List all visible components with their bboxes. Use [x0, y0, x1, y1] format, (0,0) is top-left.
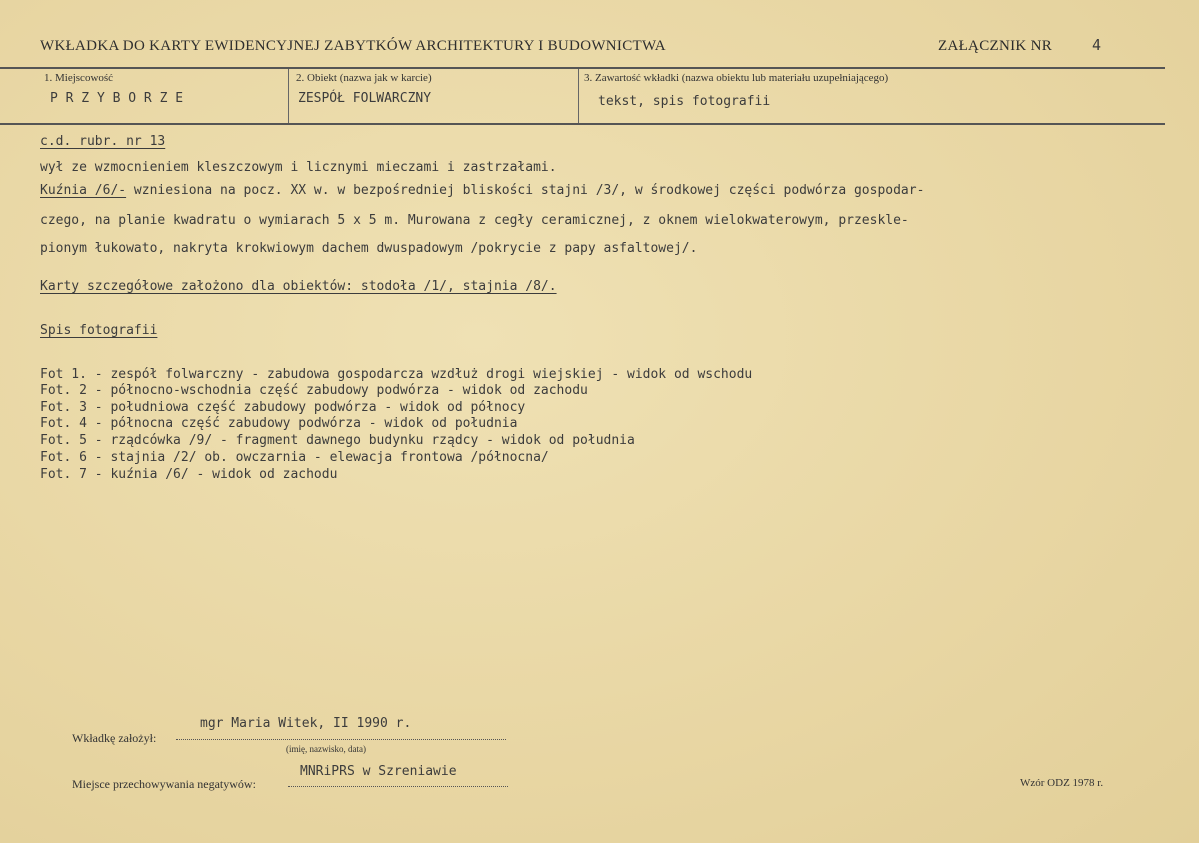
kuznia-label: Kuźnia /6/- [40, 183, 127, 198]
continuation-heading-text: c.d. rubr. nr 13 [40, 134, 166, 149]
annex-number: 4 [1092, 36, 1102, 54]
photo-item: Fot. 7 - kuźnia /6/ - widok od zachodu [40, 467, 338, 482]
contents-value: tekst, spis fotografii [598, 94, 771, 109]
header-rule [0, 67, 1165, 69]
field-divider-1 [288, 69, 289, 123]
body-line-3: czego, na planie kwadratu o wymiarach 5 x 5 m. Murowana z cegły ceramicznej, z oknem wielokwaterowym, przeskle- [40, 213, 909, 228]
form-id: Wzór ODZ 1978 r. [1020, 777, 1104, 789]
object-label: 2. Obiekt (nazwa jak w karcie) [296, 72, 432, 84]
body-line-4: pionym łukowato, nakryta krokwiowym dachem dwuspadowym /pokrycie z papy asfaltowej/. [40, 241, 698, 256]
photos-heading [40, 323, 157, 338]
photo-item: Fot. 2 - północno-wschodnia część zabudowy podwórza - widok od zachodu [40, 383, 588, 398]
negatives-value: MNRiPRS w Szreniawie [300, 764, 457, 779]
photo-item: Fot 1. - zespół folwarczny - zabudowa gospodarcza wzdłuż drogi wiejskiej - widok od wschodu [40, 367, 753, 382]
locality-value: P R Z Y B O R Z E [50, 91, 184, 106]
founded-by-label: Wkładkę założył: [72, 731, 157, 745]
field-divider-2 [578, 69, 579, 123]
annex-label: ZAŁĄCZNIK NR [938, 38, 1053, 54]
card-title: WKŁADKA DO KARTY EWIDENCYJNEJ ZABYTKÓW ARCHITEKTURY I BUDOWNICTWA [40, 38, 666, 54]
detail-cards-line [40, 279, 557, 294]
founded-by-dotted-line [176, 739, 506, 740]
photo-item: Fot. 3 - południowa część zabudowy podwórza - widok od północy [40, 400, 526, 415]
locality-label: 1. Miejscowość [44, 72, 114, 84]
contents-label: 3. Zawartość wkładki (nazwa obiektu lub materiału uzupełniającego) [584, 72, 889, 84]
continuation-heading [40, 134, 165, 149]
founded-by-caption: (imię, nazwisko, data) [286, 744, 366, 754]
body-line-2-text: wzniesiona na pocz. XX w. w bezpośredniej bliskości stajni /3/, w środkowej części podwórza gospodar- [126, 183, 925, 198]
negatives-dotted-line [288, 786, 508, 787]
body-line-1: wył ze wzmocnieniem kleszczowym i licznymi mieczami i zastrzałami. [40, 160, 557, 175]
photo-item: Fot. 4 - północna część zabudowy podwórza - widok od południa [40, 416, 518, 431]
negatives-label: Miejsce przechowywania negatywów: [72, 777, 256, 791]
photo-item: Fot. 5 - rządcówka /9/ - fragment dawnego budynku rządcy - widok od południa [40, 433, 635, 448]
founded-by-value: mgr Maria Witek, II 1990 r. [200, 716, 412, 731]
object-value: ZESPÓŁ FOLWARCZNY [298, 91, 432, 106]
detail-cards-text: Karty szczegółowe założono dla obiektów: stodoła /1/, stajnia /8/. [40, 279, 557, 294]
body-line-2 [40, 183, 924, 198]
fields-bottom-rule [0, 123, 1165, 125]
photos-heading-text: Spis fotografii [40, 323, 158, 338]
photo-item: Fot. 6 - stajnia /2/ ob. owczarnia - elewacja frontowa /północna/ [40, 450, 549, 465]
